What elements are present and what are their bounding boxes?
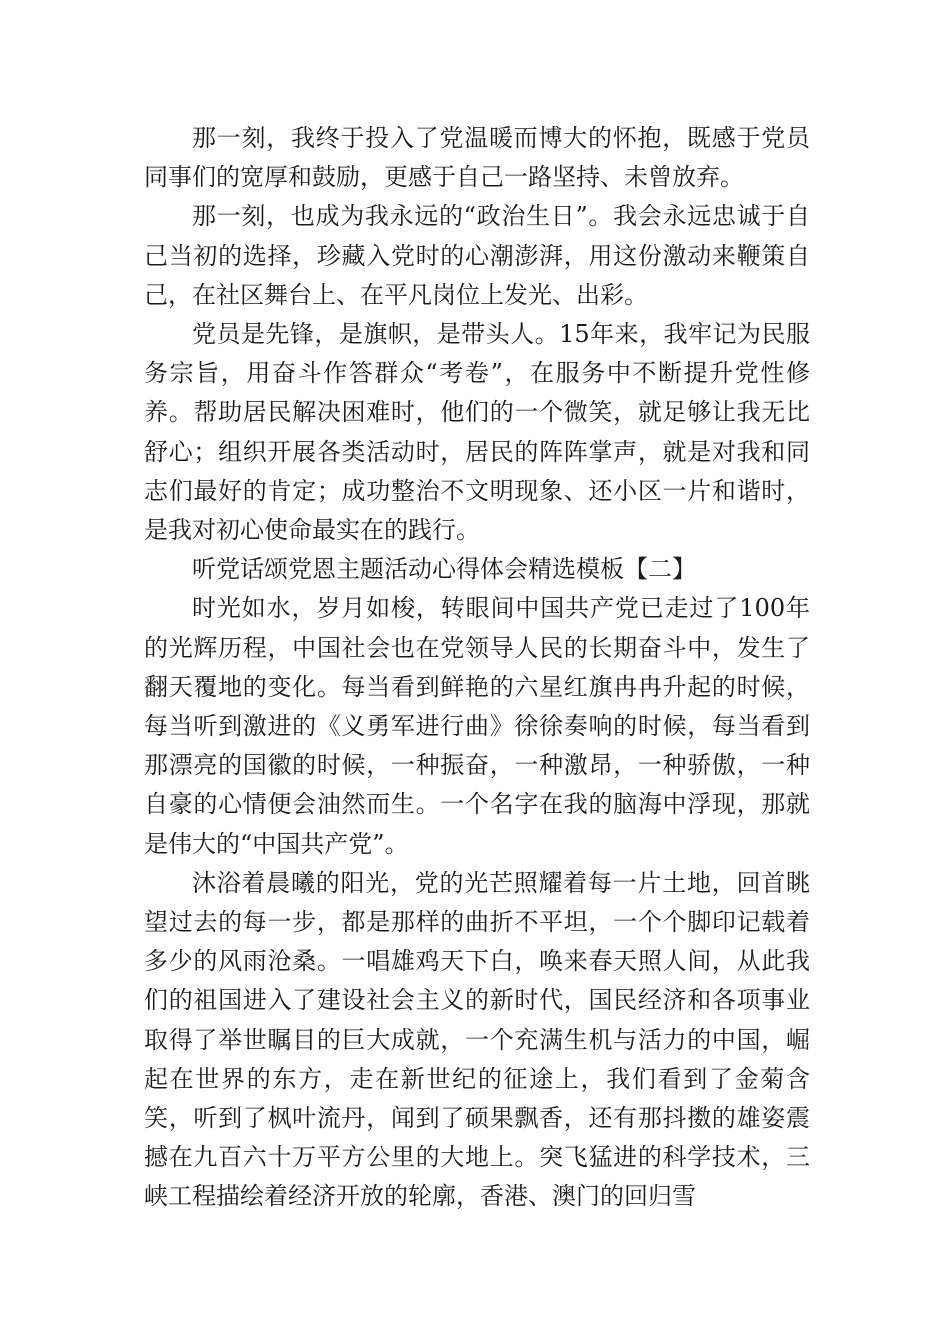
paragraph: 沐浴着晨曦的阳光，党的光芒照耀着每一片土地，回首眺望过去的每一步，都是那样的曲折不平坦，一个个脚印记载着多少的风雨沧桑。一唱雄鸡天下白，唤来春天照人间，从此我们的祖国进入了建设社会主义的新时代，国民经济和各项事业取得了举世瞩目的巨大成就，一个充满生机与活力的中国，崛起在世界的东方，走在新世纪的征途上，我们看到了金菊含笑，听到了枫叶流丹，闻到了硕果飘香，还有那抖擞的雄姿震撼在九百六十万平方公里的大地上。突飞猛进的科学技术，三峡工程描绘着经济开放的轮廓，香港、澳门的回归雪 <box>144 868 810 1211</box>
paragraph: 那一刻，我终于投入了党温暖而博大的怀抱，既感于党员同事们的宽厚和鼓励，更感于自己一路坚持、未曾放弃。 <box>144 124 810 192</box>
section-heading: 听党话颂党恩主题活动心得体会精选模板【二】 <box>192 555 696 584</box>
paragraph: 那一刻，也成为我永远的“政治生日”。我会永远忠诚于自己当初的选择，珍藏入党时的心潮澎湃，用这份激动来鞭策自己，在社区舞台上、在平凡岗位上发光、出彩。 <box>144 202 810 309</box>
document-body <box>144 119 810 1217</box>
paragraph: 时光如水，岁月如梭，转眼间中国共产党已走过了100年的光辉历程，中国社会也在党领导人民的长期奋斗中，发生了翻天覆地的变化。每当看到鲜艳的六星红旗冉冉升起的时候，每当听到激进的《义勇军进行曲》徐徐奏响的时候，每当看到那漂亮的国徽的时候，一种振奋，一种激昂，一种骄傲，一种自豪的心情便会油然而生。一个名字在我的脑海中浮现，那就是伟大的“中国共产党”。 <box>144 594 810 858</box>
paragraph: 党员是先锋，是旗帜，是带头人。15年来，我牢记为民服务宗旨，用奋斗作答群众“考卷”，在服务中不断提升党性修养。帮助居民解决困难时，他们的一个微笑，就足够让我无比舒心；组织开展各类活动时，居民的阵阵掌声，就是对我和同志们最好的肯定；成功整治不文明现象、还小区一片和谐时，是我对初心使命最实在的践行。 <box>144 320 810 545</box>
